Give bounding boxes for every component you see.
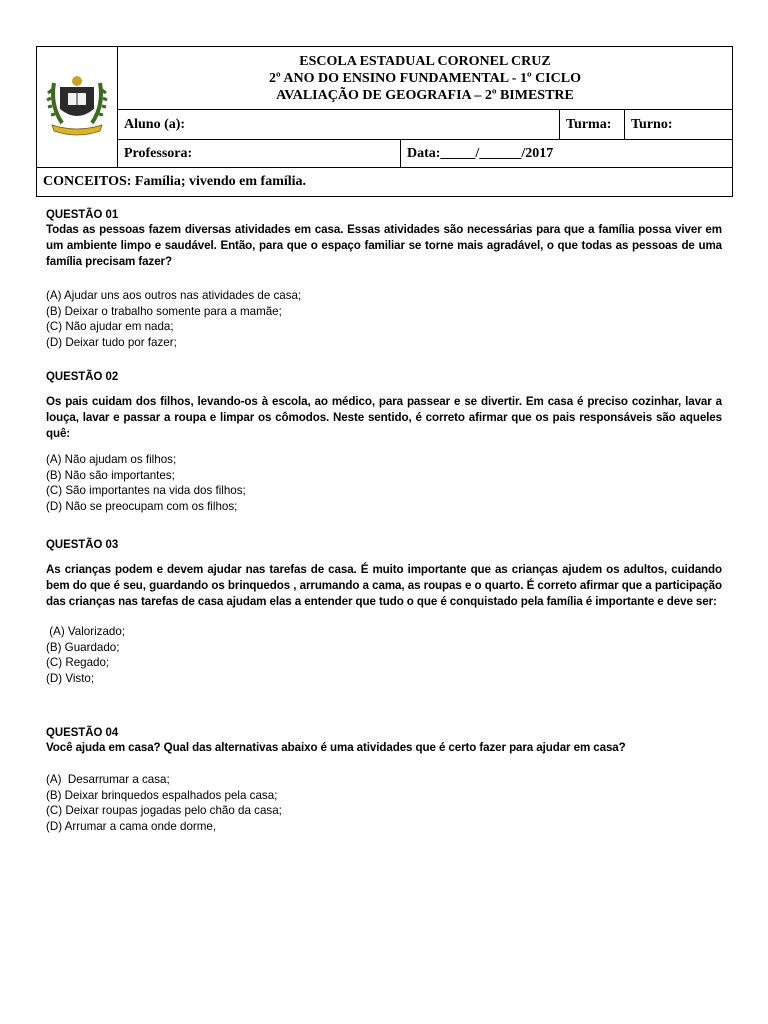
school-name: ESCOLA ESTADUAL CORONEL CRUZ <box>299 53 551 69</box>
option-a[interactable]: (A) Desarrumar a casa; <box>46 773 170 786</box>
option-c[interactable]: (C) São importantes na vida dos filhos; <box>46 484 246 497</box>
question-text: As crianças podem e devem ajudar nas tarefas de casa. É muito importante que as crianças ajudem os adultos, cuidando bem do que é seu, guardando os brinquedos , arrumando a cama, as roupas e o quarto. É correto afirmar que a participação das crianças nas tarefas de casa ajudam elas a entender que tudo o que é conquistado pela família é importante e deve ser: <box>46 563 722 608</box>
option-b[interactable]: (B) Não são importantes; <box>46 468 175 482</box>
option-b[interactable]: (B) Deixar brinquedos espalhados pela casa; <box>46 788 278 802</box>
option-d[interactable]: (D) Deixar tudo por fazer; <box>46 335 177 349</box>
question-3 <box>46 537 722 686</box>
options-list <box>46 772 722 834</box>
option-c[interactable]: (C) Deixar roupas jogadas pelo chão da casa; <box>46 804 282 817</box>
student-field[interactable]: Aluno (a): <box>118 110 560 140</box>
options-list <box>46 452 722 514</box>
option-a[interactable]: (A) Ajudar uns aos outros nas atividades de casa; <box>46 289 302 302</box>
option-b[interactable]: (B) Guardado; <box>46 640 120 654</box>
question-2 <box>46 369 722 514</box>
options-list <box>46 288 722 350</box>
grade-level: 2º ANO DO ENSINO FUNDAMENTAL - 1º CICLO <box>269 70 581 86</box>
option-d[interactable]: (D) Arrumar a cama onde dorme, <box>46 819 217 833</box>
question-text: Todas as pessoas fazem diversas atividades em casa. Essas atividades são necessárias para que a família possa viver em um ambiente limpo e saudável. Então, para que o espaço familiar se torne mais agradável, o que todas as pessoas de uma família precisam fazer? <box>46 223 722 268</box>
question-text: Você ajuda em casa? Qual das alternativas abaixo é uma atividades que é certo fazer para ajudar em casa? <box>46 741 626 754</box>
option-a[interactable]: (A) Não ajudam os filhos; <box>46 453 177 466</box>
option-c[interactable]: (C) Regado; <box>46 656 110 669</box>
exam-header-table <box>36 46 733 197</box>
question-label: QUESTÃO 04 <box>46 725 119 739</box>
option-a[interactable]: (A) Valorizado; <box>46 625 126 638</box>
teacher-field[interactable]: Professora: <box>118 140 401 168</box>
question-text: Os pais cuidam dos filhos, levando-os à escola, ao médico, para passear e se divertir. Em casa é preciso cozinhar, lavar a louça, lavar e passar a roupa e limpar os cômodos. Neste sentido, é correto afirmar que os pais responsáveis são aqueles quê: <box>46 395 722 440</box>
question-4 <box>46 725 722 834</box>
option-d[interactable]: (D) Visto; <box>46 671 95 685</box>
option-b[interactable]: (B) Deixar o trabalho somente para a mamãe; <box>46 304 282 318</box>
school-logo-cell <box>37 47 118 168</box>
question-label: QUESTÃO 02 <box>46 369 119 383</box>
school-crest-icon <box>42 65 112 145</box>
question-label: QUESTÃO 01 <box>46 207 119 221</box>
date-field[interactable]: Data:_____/______/2017 <box>401 140 733 168</box>
exam-title: AVALIAÇÃO DE GEOGRAFIA – 2º BIMESTRE <box>276 87 574 103</box>
option-c[interactable]: (C) Não ajudar em nada; <box>46 320 174 333</box>
option-d[interactable]: (D) Não se preocupam com os filhos; <box>46 499 238 513</box>
question-label: QUESTÃO 03 <box>46 537 119 551</box>
shift-field[interactable]: Turno: <box>625 110 733 140</box>
class-field[interactable]: Turma: <box>560 110 625 140</box>
options-list <box>46 624 722 686</box>
question-1 <box>46 207 722 350</box>
school-title-block <box>118 47 733 110</box>
concepts-row: CONCEITOS: Família; vivendo em família. <box>37 168 733 197</box>
